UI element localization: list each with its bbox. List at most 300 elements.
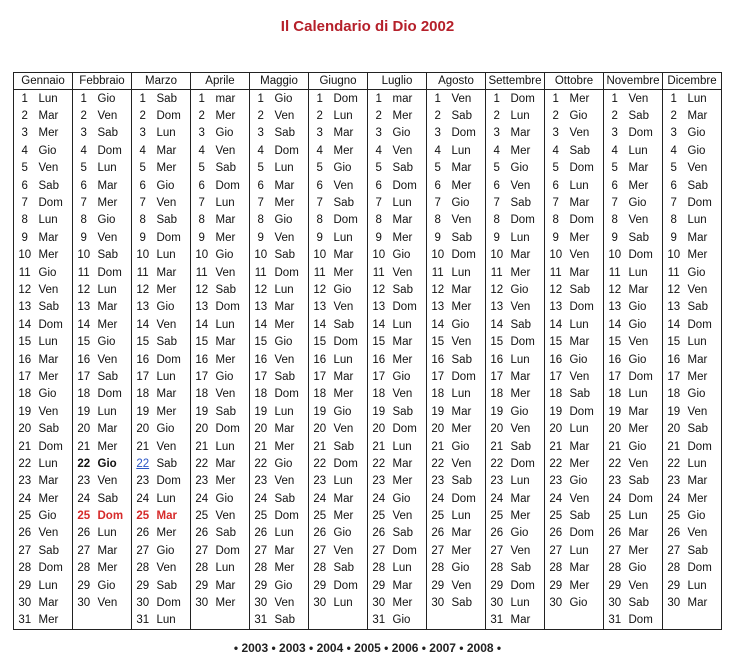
day-number: 22: [490, 457, 504, 470]
day-number: 19: [313, 405, 327, 418]
day-number: 1: [316, 92, 323, 105]
day-number: 18: [431, 388, 445, 401]
weekday-name: Lun: [154, 612, 191, 630]
weekday-name: Mar: [213, 212, 250, 229]
weekday-name: Lun: [508, 351, 545, 368]
weekday-name: Dom: [213, 299, 250, 316]
weekday-name: Dom: [449, 368, 486, 385]
day-number: 22: [14, 455, 36, 472]
weekday-name: Lun: [390, 316, 427, 333]
day-number: 27: [431, 544, 445, 557]
day-number: 14: [77, 318, 91, 331]
weekday-name: Gio: [154, 542, 191, 559]
day-number: 6: [198, 179, 205, 192]
weekday-name: Dom: [154, 229, 191, 246]
day-number: 19: [372, 405, 386, 418]
weekday-name: Ven: [331, 542, 368, 559]
weekday-name: Sab: [626, 107, 663, 124]
weekday-name: Ven: [626, 333, 663, 350]
weekday-name: Lun: [95, 403, 132, 420]
day-number: 5: [375, 162, 382, 175]
weekday-name: Sab: [331, 438, 368, 455]
day-number: 10: [195, 249, 209, 262]
calendar-row: [14, 542, 722, 559]
header-row: [14, 73, 722, 90]
day-number: 12: [195, 283, 209, 296]
weekday-name: Lun: [390, 560, 427, 577]
day-number: 22: [195, 457, 209, 470]
day-number: 30: [431, 597, 445, 610]
day-number: 5: [198, 162, 205, 175]
empty-cell: [427, 612, 449, 630]
day-number: 25: [431, 510, 445, 523]
day-number: 4: [316, 144, 323, 157]
weekday-name: Dom: [508, 333, 545, 350]
weekday-name: Mer: [449, 420, 486, 437]
weekday-name: Gio: [95, 333, 132, 350]
calendar-row: [14, 490, 722, 507]
weekday-name: Mer: [36, 247, 73, 264]
day-number: 1: [14, 90, 36, 108]
weekday-name: Lun: [567, 316, 604, 333]
day-number: 13: [14, 299, 36, 316]
calendar-row: [14, 333, 722, 350]
weekday-name: Mer: [449, 299, 486, 316]
day-number: 28: [608, 562, 622, 575]
weekday-name: Dom: [685, 316, 722, 333]
day-number: 25: [490, 510, 504, 523]
day-number: 14: [372, 318, 386, 331]
day-number: 7: [611, 197, 618, 210]
weekday-name: Ven: [567, 247, 604, 264]
weekday-name: Ven: [331, 420, 368, 437]
day-number: 11: [608, 266, 621, 279]
day-number: 14: [14, 316, 36, 333]
day-number: 7: [375, 197, 382, 210]
weekday-name: Sab: [567, 386, 604, 403]
day-number: 15: [136, 336, 150, 349]
weekday-name: Sab: [213, 160, 250, 177]
weekday-name: Lun: [331, 594, 368, 611]
day-number: 2: [611, 110, 618, 123]
day-number: 14: [608, 318, 622, 331]
month-header: Ottobre: [545, 73, 604, 90]
day-number: 29: [608, 579, 622, 592]
day-number: 21: [195, 440, 209, 453]
weekday-name: mar: [390, 90, 427, 108]
day-number: 8: [14, 212, 36, 229]
day-number: 21: [254, 440, 268, 453]
day-number: 10: [77, 249, 91, 262]
weekday-name: Ven: [508, 420, 545, 437]
weekday-name: Dom: [449, 247, 486, 264]
day-number: 20: [14, 420, 36, 437]
weekday-name: Mar: [36, 107, 73, 124]
day-number: 2: [434, 110, 441, 123]
day-number: 30: [136, 597, 150, 610]
day-number: 8: [375, 214, 382, 227]
day-number: 23: [667, 475, 681, 488]
day-number: 7: [198, 197, 205, 210]
month-header: Aprile: [191, 73, 250, 90]
day-number: 15: [608, 336, 622, 349]
empty-cell: [73, 612, 95, 630]
month-header: Marzo: [132, 73, 191, 90]
weekday-name: Gio: [685, 142, 722, 159]
day-number: 19: [431, 405, 445, 418]
weekday-name: Dom: [390, 420, 427, 437]
day-number: 2: [198, 110, 205, 123]
day-number: 17: [254, 370, 268, 383]
weekday-name: Lun: [567, 542, 604, 559]
day-number: 16: [136, 353, 150, 366]
weekday-name: Mar: [685, 107, 722, 124]
day-number: 17: [431, 370, 445, 383]
weekday-name: Mer: [272, 194, 309, 211]
day-number: 26: [608, 527, 622, 540]
day-number: 9: [493, 231, 500, 244]
day-number: 21: [667, 440, 681, 453]
weekday-name: Mer: [95, 316, 132, 333]
empty-cell: [309, 612, 331, 630]
day-number: 26: [195, 527, 209, 540]
weekday-name: Ven: [685, 403, 722, 420]
weekday-name: Gio: [390, 368, 427, 385]
day-number: 21: [549, 440, 563, 453]
day-number: 3: [198, 127, 205, 140]
day-number: 25: [667, 510, 681, 523]
day-number: 29: [372, 579, 386, 592]
weekday-name: Mer: [213, 351, 250, 368]
weekday-name: Ven: [36, 160, 73, 177]
day-number: 18: [490, 388, 504, 401]
day-number: 4: [552, 144, 559, 157]
day-number: 8: [257, 214, 264, 227]
weekday-name: Ven: [390, 507, 427, 524]
day-number: 8: [611, 214, 618, 227]
weekday-name: Ven: [272, 351, 309, 368]
weekday-name: Dom: [626, 368, 663, 385]
day-number: 27: [254, 544, 268, 557]
day-number: 3: [611, 127, 618, 140]
day-number: 18: [667, 388, 681, 401]
day-number: 29: [77, 579, 91, 592]
day-number: 27: [313, 544, 327, 557]
weekday-name: Ven: [272, 107, 309, 124]
day-number: 14: [549, 318, 563, 331]
day-number: 1: [552, 92, 559, 105]
weekday-name: Ven: [213, 264, 250, 281]
weekday-name: Gio: [95, 212, 132, 229]
weekday-name: Mer: [213, 473, 250, 490]
weekday-name: Lun: [390, 438, 427, 455]
day-number: 14: [431, 318, 445, 331]
weekday-name: Gio: [508, 160, 545, 177]
day-number: 10: [372, 249, 386, 262]
weekday-name: Dom: [331, 90, 368, 108]
day-number: 4: [493, 144, 500, 157]
day-number: 21: [313, 440, 327, 453]
day-number: 29: [136, 579, 150, 592]
weekday-name: Ven: [95, 473, 132, 490]
weekday-name: Mar: [154, 264, 191, 281]
weekday-name: Mer: [390, 473, 427, 490]
day-number: 22: [313, 457, 327, 470]
day-number: 29: [431, 579, 445, 592]
day-number: 26: [14, 525, 36, 542]
weekday-name: Mar: [685, 473, 722, 490]
day-number: 7: [493, 197, 500, 210]
day-number: 30: [608, 597, 622, 610]
day-number: 30: [14, 594, 36, 611]
day-number: 9: [14, 229, 36, 246]
day-number: 20: [490, 423, 504, 436]
weekday-name: Mer: [213, 107, 250, 124]
weekday-name: Sab: [331, 194, 368, 211]
weekday-name: Mar: [390, 577, 427, 594]
day-number: 13: [549, 301, 563, 314]
weekday-name: Gio: [390, 612, 427, 630]
weekday-name: Mer: [272, 438, 309, 455]
weekday-name: Mar: [685, 594, 722, 611]
weekday-name: Mar: [213, 333, 250, 350]
weekday-name: Dom: [272, 386, 309, 403]
weekday-name: Gio: [508, 525, 545, 542]
weekday-name: Mar: [390, 212, 427, 229]
day-number: 12: [490, 283, 504, 296]
weekday-name: Mar: [449, 525, 486, 542]
weekday-name: Sab: [36, 542, 73, 559]
day-number: 6: [493, 179, 500, 192]
weekday-name: Sab: [508, 316, 545, 333]
day-number: 20: [77, 423, 91, 436]
weekday-name: Mer: [154, 281, 191, 298]
weekday-name: Lun: [449, 507, 486, 524]
weekday-name: Mar: [36, 594, 73, 611]
weekday-name: Dom: [272, 142, 309, 159]
weekday-name: Mer: [36, 612, 73, 630]
day-number: 2: [375, 110, 382, 123]
weekday-name: Ven: [449, 455, 486, 472]
weekday-name: Ven: [626, 90, 663, 108]
day-number: 20: [431, 423, 445, 436]
day-number: 14: [136, 318, 150, 331]
empty-cell: [213, 612, 250, 630]
month-header: Settembre: [486, 73, 545, 90]
day-number: 20: [667, 423, 681, 436]
weekday-name: Lun: [685, 212, 722, 229]
day-number: 25: [372, 510, 386, 523]
weekday-name: Lun: [154, 368, 191, 385]
weekday-name: Mar: [449, 160, 486, 177]
weekday-name: Mer: [213, 594, 250, 611]
weekday-name: Gio: [508, 403, 545, 420]
weekday-name: Gio: [567, 473, 604, 490]
weekday-name: Mer: [390, 107, 427, 124]
weekday-name: Ven: [390, 264, 427, 281]
day-number: 23: [372, 475, 386, 488]
day-number: 8: [198, 214, 205, 227]
day-number: 17: [549, 370, 563, 383]
day-number: 2: [670, 110, 677, 123]
weekday-name: Sab: [95, 490, 132, 507]
day-number: 23: [77, 475, 91, 488]
weekday-name: Ven: [449, 333, 486, 350]
day-number: 7: [139, 197, 146, 210]
day-number: 9: [552, 231, 559, 244]
weekday-name: Ven: [272, 594, 309, 611]
calendar-row: [14, 177, 722, 194]
weekday-name: Gio: [154, 420, 191, 437]
day-number: 29: [14, 577, 36, 594]
weekday-name: Mer: [390, 351, 427, 368]
day-number: 16: [490, 353, 504, 366]
weekday-name: Sab: [95, 247, 132, 264]
weekday-name: Lun: [331, 351, 368, 368]
day-number: 11: [549, 266, 562, 279]
day-number: 29: [195, 579, 209, 592]
day-number: 22: [77, 457, 91, 470]
day-number: 11: [490, 266, 503, 279]
day-number: 24: [195, 492, 209, 505]
weekday-name: Dom: [272, 264, 309, 281]
day-number: 26: [77, 527, 91, 540]
day-number: 24: [608, 492, 622, 505]
day-number: 7: [434, 197, 441, 210]
day-number: 22: [608, 457, 622, 470]
weekday-name: Ven: [95, 229, 132, 246]
day-number: 13: [667, 301, 681, 314]
day-number: 26: [313, 527, 327, 540]
empty-cell: [685, 612, 722, 630]
weekday-name: Lun: [685, 90, 722, 108]
calendar-row: [14, 142, 722, 159]
weekday-name: Lun: [685, 577, 722, 594]
day-number: 29: [313, 579, 327, 592]
day-number: 29: [254, 579, 268, 592]
weekday-name: Mar: [449, 281, 486, 298]
weekday-name: Ven: [36, 525, 73, 542]
empty-cell: [331, 612, 368, 630]
weekday-name: Mar: [272, 177, 309, 194]
day-number: 30: [313, 597, 327, 610]
day-number: 16: [14, 351, 36, 368]
day-number: 1: [670, 92, 677, 105]
weekday-name: Lun: [626, 507, 663, 524]
weekday-name: Lun: [567, 420, 604, 437]
weekday-name: Dom: [508, 577, 545, 594]
day-number: 8: [493, 214, 500, 227]
day-number: 6: [316, 179, 323, 192]
weekday-name: Sab: [390, 281, 427, 298]
day-number: 1: [375, 92, 382, 105]
weekday-name: Sab: [213, 403, 250, 420]
weekday-name: Gio: [626, 316, 663, 333]
empty-cell: [191, 612, 213, 630]
weekday-name: Dom: [36, 560, 73, 577]
weekday-name: Mar: [331, 247, 368, 264]
weekday-name: Ven: [508, 542, 545, 559]
weekday-name: Dom: [36, 316, 73, 333]
weekday-name: Mar: [154, 386, 191, 403]
weekday-name: Mar: [685, 229, 722, 246]
day-number: 27: [490, 544, 504, 557]
weekday-name: Ven: [567, 490, 604, 507]
day-number: 11: [254, 266, 267, 279]
day-number: 19: [667, 405, 681, 418]
weekday-name: Mer: [508, 142, 545, 159]
weekday-name: Dom: [213, 177, 250, 194]
day-number: 27: [608, 544, 622, 557]
weekday-name: Mer: [449, 542, 486, 559]
weekday-name: Sab: [508, 438, 545, 455]
day-number: 26: [431, 527, 445, 540]
day-number: 30: [254, 597, 268, 610]
weekday-name: Lun: [213, 560, 250, 577]
weekday-name: Mar: [36, 229, 73, 246]
day-number: 18: [14, 386, 36, 403]
day-number: 23: [313, 475, 327, 488]
day-number: 5: [670, 162, 677, 175]
day-number[interactable]: 22: [136, 457, 150, 470]
weekday-name: Mar: [390, 333, 427, 350]
day-number: 4: [257, 144, 264, 157]
weekday-name: Sab: [685, 420, 722, 437]
day-number: 16: [431, 353, 445, 366]
weekday-name: Lun: [272, 160, 309, 177]
weekday-name: Sab: [508, 194, 545, 211]
day-number: 8: [80, 214, 87, 227]
day-number: 24: [313, 492, 327, 505]
day-number: 13: [313, 301, 327, 314]
weekday-name: Dom: [508, 90, 545, 108]
weekday-name: Dom: [213, 542, 250, 559]
day-number: 14: [313, 318, 327, 331]
calendar-row: [14, 612, 722, 630]
day-number: 4: [434, 144, 441, 157]
weekday-name: Gio: [272, 333, 309, 350]
weekday-name: Mar: [626, 403, 663, 420]
weekday-name: Gio: [449, 316, 486, 333]
day-number: 23: [195, 475, 209, 488]
day-number: 3: [14, 125, 36, 142]
weekday-name: Mar: [567, 438, 604, 455]
weekday-name: Sab: [685, 542, 722, 559]
calendar-row: [14, 264, 722, 281]
weekday-name: Lun: [508, 229, 545, 246]
weekday-name: Lun: [331, 107, 368, 124]
day-number: 27: [195, 544, 209, 557]
day-number: 31: [132, 612, 154, 630]
weekday-name: Sab: [95, 125, 132, 142]
weekday-name: Sab: [272, 368, 309, 385]
weekday-name: Ven: [508, 177, 545, 194]
day-number: 18: [77, 388, 91, 401]
weekday-name: Sab: [390, 403, 427, 420]
day-number: 19: [608, 405, 622, 418]
day-number: 26: [254, 527, 268, 540]
weekday-name: Dom: [154, 107, 191, 124]
day-number: 25: [254, 510, 268, 523]
calendar-row: [14, 125, 722, 142]
day-number: 9: [139, 231, 146, 244]
day-number: 26: [490, 527, 504, 540]
day-number: 15: [254, 336, 268, 349]
weekday-name: Sab: [36, 299, 73, 316]
weekday-name: Mer: [508, 386, 545, 403]
empty-cell: [95, 612, 132, 630]
weekday-name: Gio: [213, 368, 250, 385]
